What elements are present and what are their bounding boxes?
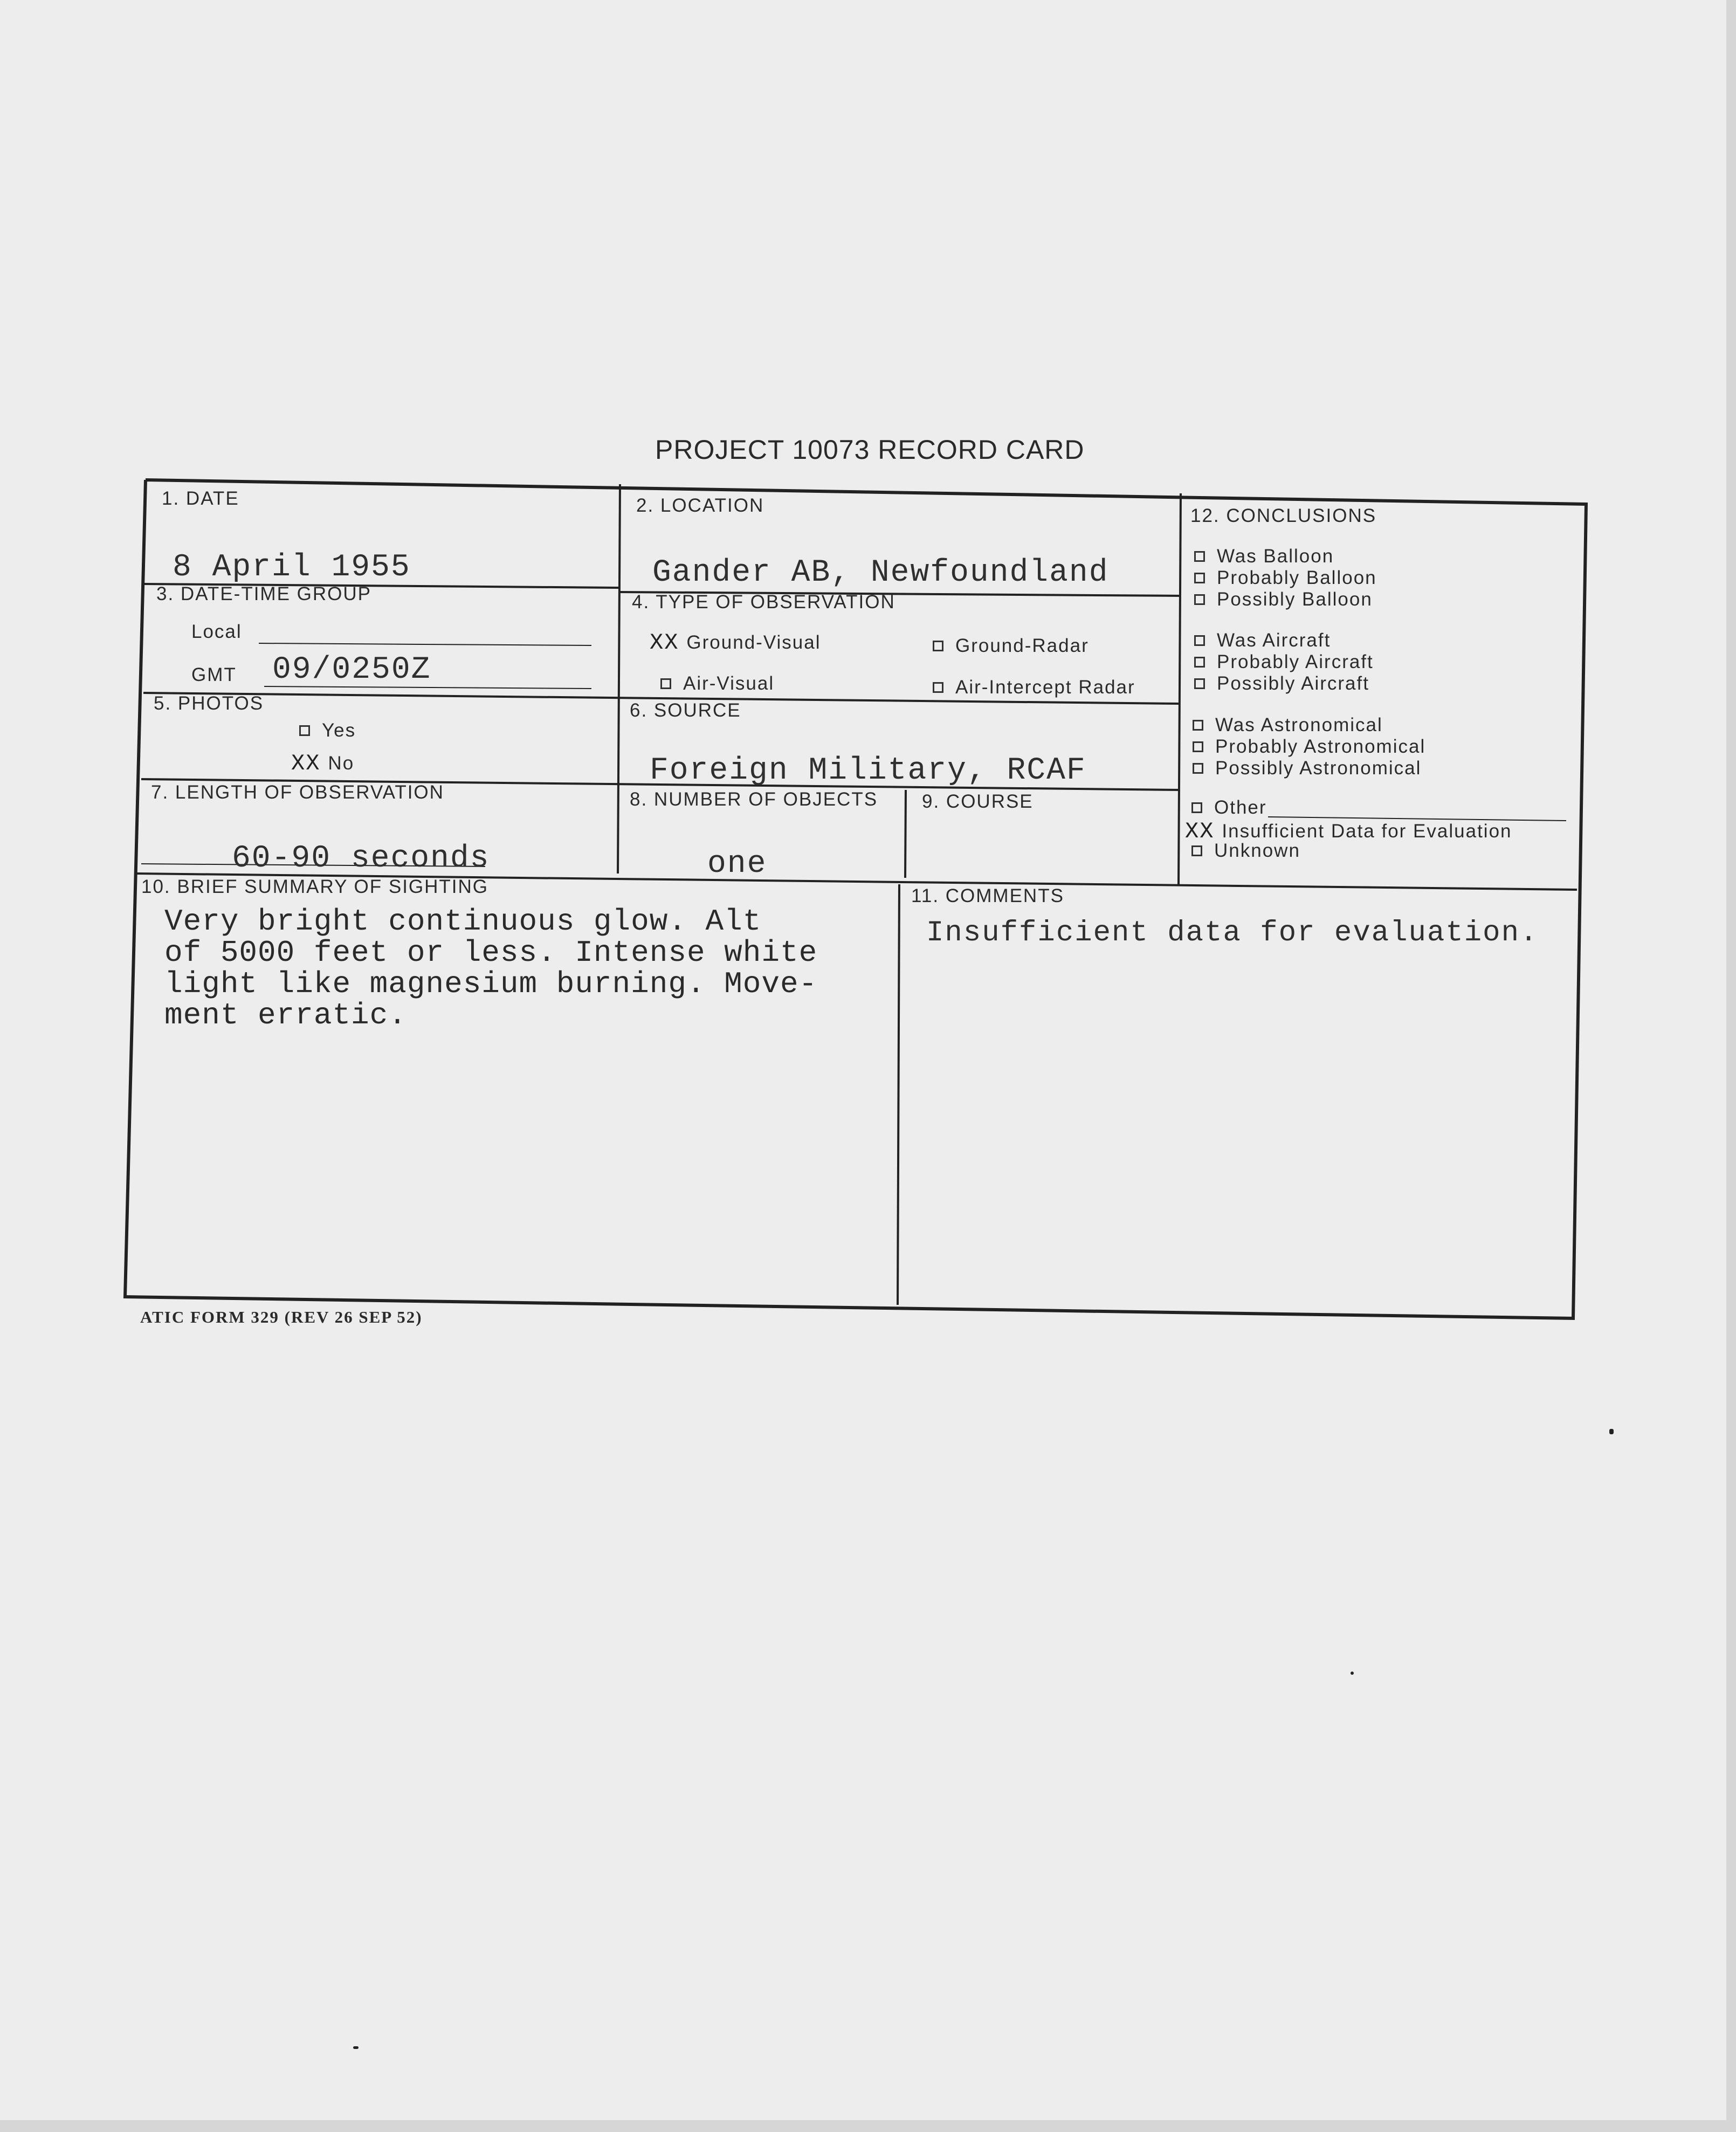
option-label: Yes bbox=[322, 720, 356, 741]
gmt-label: GMT bbox=[191, 664, 237, 685]
comments-label: 11. COMMENTS bbox=[911, 885, 1064, 906]
conclusions-label: 12. CONCLUSIONS bbox=[1190, 505, 1377, 526]
option-label: Probably Balloon bbox=[1217, 567, 1377, 588]
option-label: Air-Visual bbox=[683, 673, 775, 694]
summary-line: Very bright continuous glow. Alt bbox=[164, 904, 762, 939]
location-label: 2. LOCATION bbox=[636, 495, 764, 516]
conclusion-probably-balloon bbox=[1194, 567, 1377, 589]
type-of-observation-label: 4. TYPE OF OBSERVATION bbox=[632, 592, 895, 613]
checkbox-icon bbox=[933, 682, 943, 693]
source-label: 6. SOURCE bbox=[630, 700, 741, 721]
summary-line: of 5000 feet or less. Intense white bbox=[164, 936, 818, 970]
date-time-group-label: 3. DATE-TIME GROUP bbox=[156, 583, 371, 604]
scan-speck bbox=[1351, 1672, 1354, 1675]
option-label: Probably Aircraft bbox=[1217, 651, 1374, 672]
option-label: Insufficient Data for Evaluation bbox=[1222, 821, 1512, 842]
number-of-objects-value: one bbox=[707, 847, 767, 882]
option-label: Was Astronomical bbox=[1215, 714, 1383, 735]
option-label: Unknown bbox=[1214, 840, 1300, 861]
source-value: Foreign Military, RCAF bbox=[650, 753, 1086, 788]
option-photos-yes bbox=[299, 720, 356, 741]
checkbox-icon bbox=[1194, 573, 1205, 583]
conclusion-was-balloon bbox=[1194, 546, 1334, 567]
gmt-value: 09/0250Z bbox=[272, 652, 431, 687]
option-ground-radar bbox=[933, 635, 1089, 657]
option-label: No bbox=[328, 753, 355, 774]
checkbox-icon bbox=[1194, 635, 1205, 646]
number-of-objects-label: 8. NUMBER OF OBJECTS bbox=[630, 789, 878, 810]
card-title: PROJECT 10073 RECORD CARD bbox=[655, 435, 1085, 465]
checkbox-icon bbox=[299, 725, 310, 736]
option-label: Possibly Aircraft bbox=[1217, 673, 1369, 694]
comments-value: Insufficient data for evaluation. bbox=[926, 917, 1539, 950]
option-label: Was Balloon bbox=[1217, 546, 1334, 567]
form-footer: ATIC FORM 329 (REV 26 SEP 52) bbox=[140, 1308, 423, 1326]
option-label: Other bbox=[1214, 797, 1267, 818]
checkbox-icon bbox=[1194, 551, 1205, 562]
location-value: Gander AB, Newfoundland bbox=[652, 555, 1109, 590]
check-mark: XX bbox=[291, 751, 321, 776]
check-mark: XX bbox=[650, 630, 679, 656]
summary-line: light like magnesium burning. Move- bbox=[164, 967, 818, 1001]
option-label: Ground-Visual bbox=[686, 632, 821, 653]
conclusion-was-astronomical bbox=[1193, 714, 1383, 736]
checkbox-icon bbox=[1194, 594, 1205, 605]
checkbox-icon bbox=[1191, 845, 1202, 856]
conclusion-was-aircraft bbox=[1194, 630, 1331, 651]
option-air-intercept-radar bbox=[933, 677, 1135, 698]
checkbox-icon bbox=[933, 641, 943, 651]
summary-line: ment erratic. bbox=[164, 998, 407, 1033]
option-photos-no bbox=[291, 751, 354, 776]
conclusion-probably-astronomical bbox=[1193, 736, 1425, 758]
local-label: Local bbox=[191, 621, 242, 642]
scan-speck bbox=[353, 2046, 359, 2049]
option-label: Possibly Astronomical bbox=[1215, 758, 1422, 779]
date-label: 1. DATE bbox=[162, 488, 239, 509]
conclusion-other bbox=[1191, 797, 1267, 819]
conclusion-unknown bbox=[1191, 840, 1300, 862]
length-of-observation-value: 60-90 seconds bbox=[232, 841, 490, 876]
check-mark: XX bbox=[1185, 819, 1215, 844]
checkbox-icon bbox=[1194, 678, 1205, 689]
option-label: Probably Astronomical bbox=[1215, 736, 1426, 757]
brief-summary-label: 10. BRIEF SUMMARY OF SIGHTING bbox=[141, 876, 489, 897]
conclusion-probably-aircraft bbox=[1194, 651, 1374, 673]
photos-label: 5. PHOTOS bbox=[154, 693, 264, 714]
option-label: Possibly Balloon bbox=[1217, 589, 1373, 610]
option-ground-visual bbox=[650, 630, 821, 656]
conclusion-possibly-astronomical bbox=[1193, 758, 1421, 779]
date-value: 8 April 1955 bbox=[173, 550, 411, 585]
checkbox-icon bbox=[1193, 720, 1203, 731]
checkbox-icon bbox=[1194, 657, 1205, 668]
option-air-visual bbox=[660, 673, 774, 694]
checkbox-icon bbox=[1193, 763, 1203, 774]
option-label: Air-Intercept Radar bbox=[955, 677, 1135, 698]
length-of-observation-label: 7. LENGTH OF OBSERVATION bbox=[151, 782, 444, 803]
option-label: Ground-Radar bbox=[955, 635, 1089, 656]
checkbox-icon bbox=[1191, 802, 1202, 813]
checkbox-icon bbox=[1193, 741, 1203, 752]
conclusion-possibly-balloon bbox=[1194, 589, 1373, 610]
option-label: Was Aircraft bbox=[1217, 630, 1331, 651]
course-label: 9. COURSE bbox=[922, 791, 1034, 812]
checkbox-icon bbox=[660, 678, 671, 689]
scan-speck bbox=[1609, 1429, 1614, 1434]
brief-summary-text bbox=[164, 906, 898, 1031]
conclusion-possibly-aircraft bbox=[1194, 673, 1369, 694]
